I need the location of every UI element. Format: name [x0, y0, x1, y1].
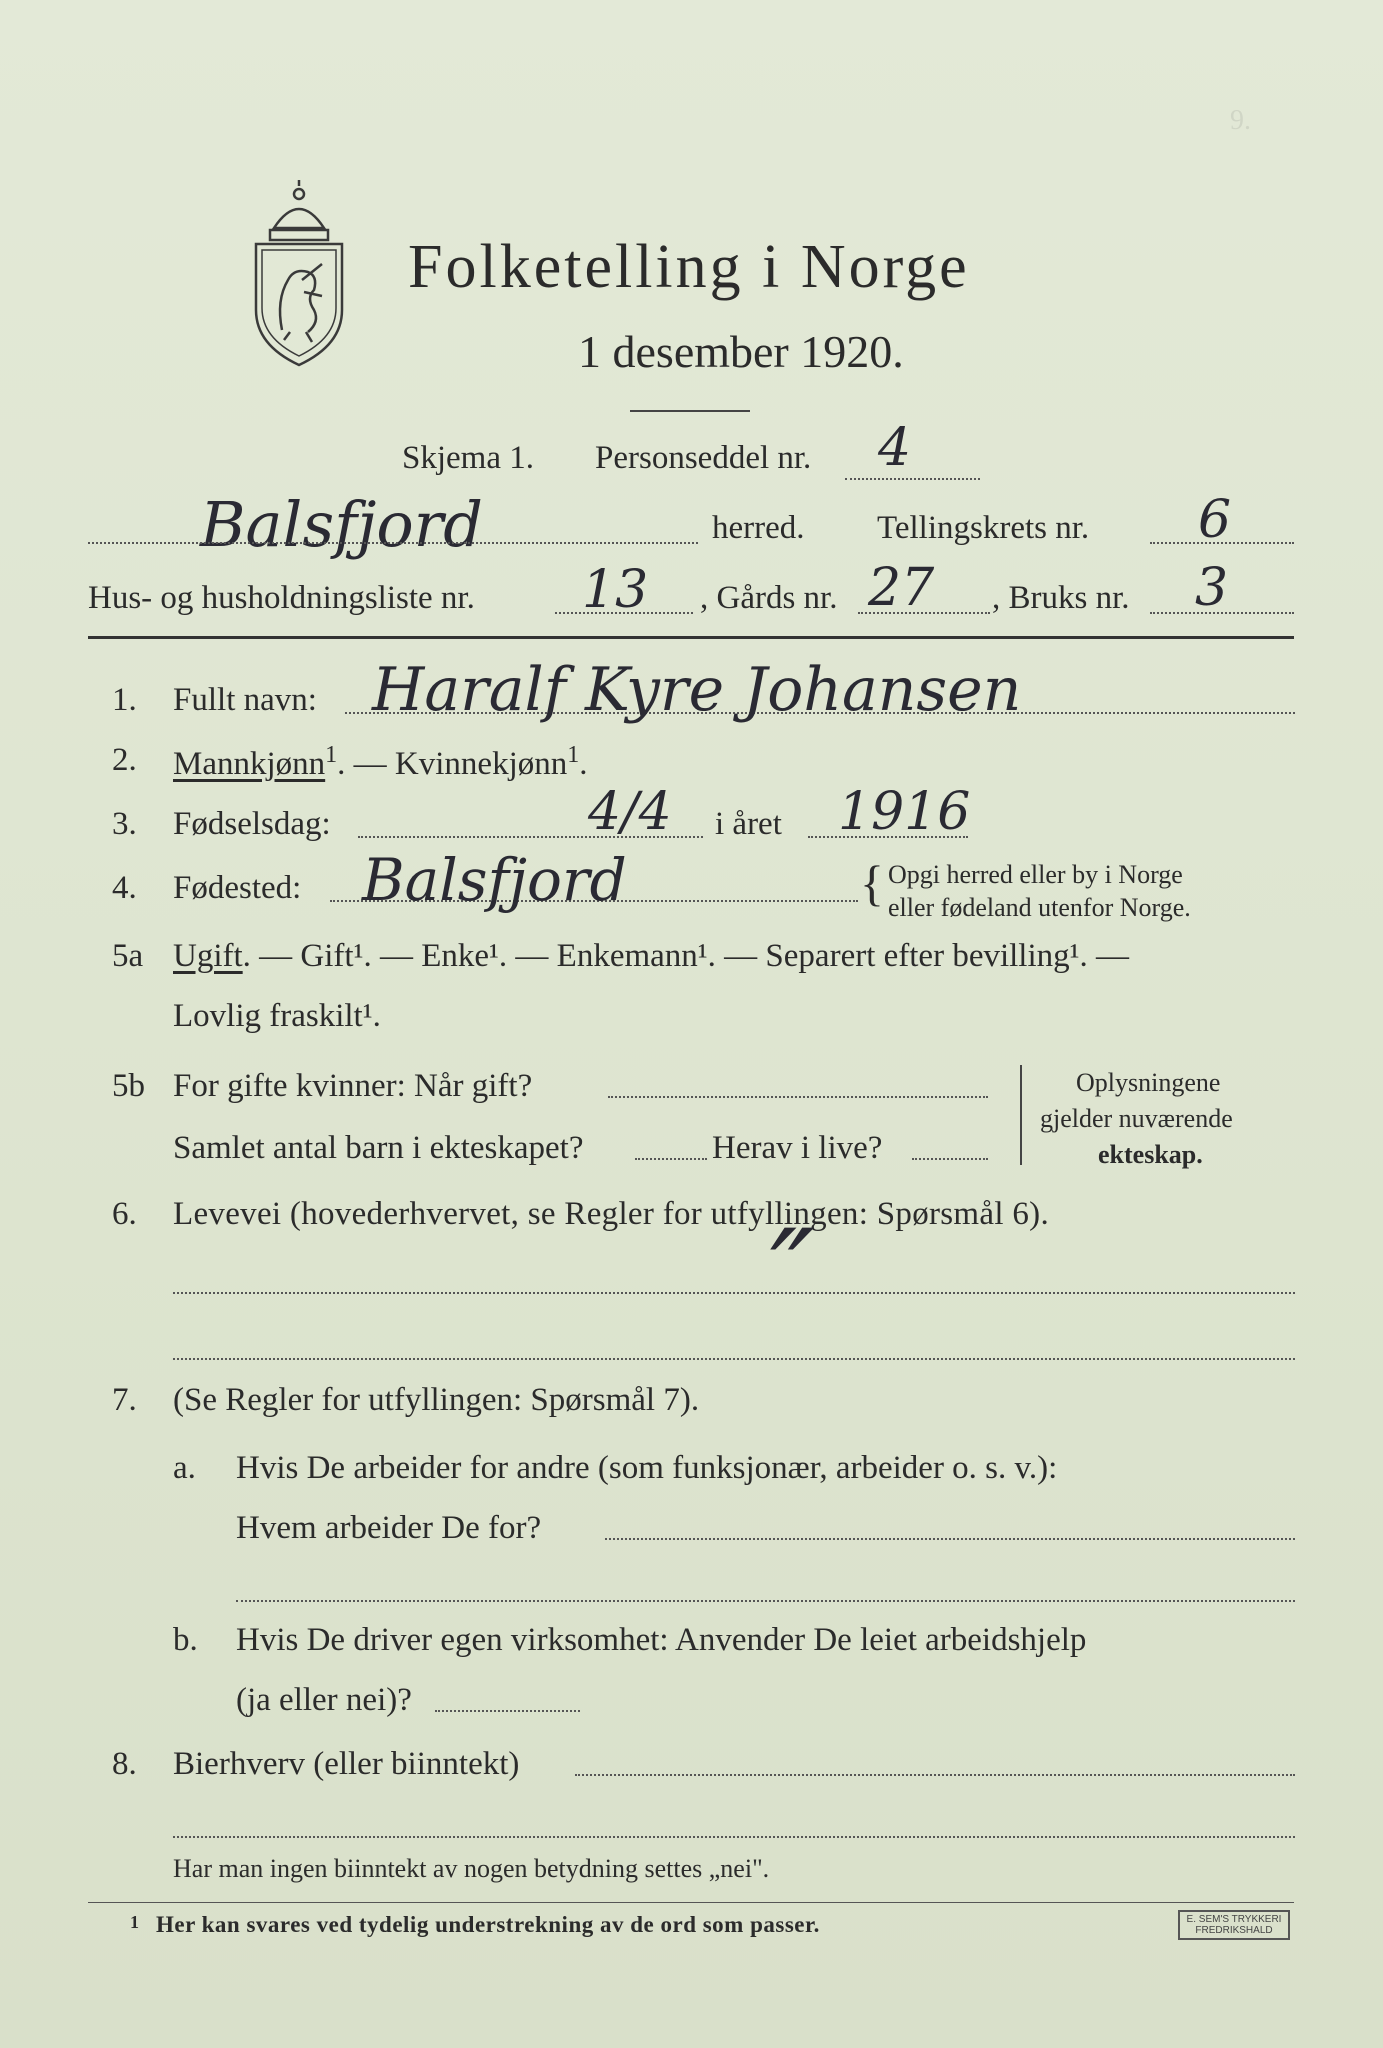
schema-label: Skjema 1. [402, 440, 534, 476]
q7a-line-1 [605, 1538, 1295, 1540]
q5b-note-1: Oplysningene [1076, 1068, 1221, 1097]
q7a-line-2 [236, 1600, 1295, 1602]
q7b-line [435, 1710, 580, 1712]
q5b-label-2: Samlet antal barn i ekteskapet? [173, 1130, 584, 1166]
footnote-number: 1 [130, 1912, 140, 1932]
q7b-label: Hvis De driver egen virksomhet: Anvender De leiet arbeidshjelp [236, 1622, 1087, 1658]
herred-label: herred. [712, 510, 805, 546]
marital-divorced-option[interactable]: Lovlig fraskilt¹. [173, 998, 381, 1034]
footnote-rule [88, 1902, 1294, 1903]
q5a-number: 5a [112, 938, 144, 974]
header-divider [88, 636, 1294, 639]
personseddel-line [845, 478, 980, 480]
q3-number: 3. [112, 806, 137, 842]
q5b-note-2: gjelder nuværende [1040, 1104, 1233, 1133]
q7a-label: Hvis De arbeider for andre (som funksjonær, arbeider o. s. v.): [236, 1450, 1058, 1486]
herred-value[interactable]: Balsfjord [200, 488, 483, 561]
q8-line-1 [575, 1774, 1295, 1776]
q1-label: Fullt navn: [173, 682, 317, 718]
q5b-number: 5b [112, 1068, 145, 1104]
q5b-label-3: Herav i live? [712, 1130, 883, 1166]
footnote-text: Her kan svares ved tydelig understrekning av de ord som passer. [156, 1912, 820, 1937]
hus-label: Hus- og husholdningsliste nr. [88, 580, 475, 616]
census-date: 1 desember 1920. [578, 326, 904, 377]
printer-stamp: E. SEM'S TRYKKERI FREDRIKSHALD [1178, 1910, 1290, 1940]
q7b-number: b. [173, 1622, 198, 1658]
q3-label: Fødselsdag: [173, 806, 331, 842]
q4-number: 4. [112, 870, 137, 906]
tellingskrets-value[interactable]: 6 [1198, 490, 1232, 550]
q5b-note-3: ekteskap. [1098, 1140, 1203, 1169]
q3-year-label: i året [715, 806, 782, 842]
q7-number: 7. [112, 1382, 137, 1418]
q8-label: Bierhverv (eller biinntekt) [173, 1746, 520, 1782]
q4-note-2: eller fødeland utenfor Norge. [888, 893, 1191, 922]
q2-number: 2. [112, 742, 137, 778]
q6-label: Levevei (hovederhvervet, se Regler for utfyllingen: Spørsmål 6). [173, 1196, 1050, 1232]
full-name-value[interactable]: Haralf Kyre Johansen [372, 655, 1022, 725]
q5b-alive-line [912, 1158, 988, 1160]
gards-label: , Gårds nr. [700, 580, 838, 616]
norwegian-coat-of-arms-icon [244, 180, 354, 370]
tellingskrets-label: Tellingskrets nr. [877, 510, 1090, 546]
bleed-through: 9. [1230, 105, 1251, 136]
hus-value[interactable]: 13 [582, 560, 649, 620]
q4-label: Fødested: [173, 870, 302, 906]
q5b-married-line [608, 1096, 988, 1098]
gards-value[interactable]: 27 [868, 558, 935, 618]
q4-brace: { [860, 855, 884, 911]
gender-options: Mannkjønn$^1$. — Kvinnekjønn$^1$. [173, 742, 588, 782]
q6-line-1 [173, 1292, 1295, 1294]
q7-label: (Se Regler for utfyllingen: Spørsmål 7). [173, 1382, 700, 1418]
form-title: Folketelling i Norge [408, 233, 970, 301]
herred-line [88, 542, 698, 544]
q4-note-1: Opgi herred eller by i Norge [888, 860, 1183, 889]
nei-note: Har man ingen biinntekt av nogen betydning settes „nei". [173, 1854, 770, 1883]
marital-unmarried-option[interactable]: Ugift [173, 938, 243, 974]
q5b-children-line [635, 1158, 707, 1160]
title-rule [630, 410, 750, 412]
q8-number: 8. [112, 1746, 137, 1782]
personseddel-label: Personseddel nr. [595, 440, 812, 476]
q5b-label-1: For gifte kvinner: Når gift? [173, 1068, 533, 1104]
birth-year-value[interactable]: 1916 [838, 782, 971, 842]
personseddel-value[interactable]: 4 [878, 418, 912, 478]
occupation-value[interactable]: ″ [770, 1205, 815, 1344]
q7a-number: a. [173, 1450, 196, 1486]
q1-number: 1. [112, 682, 137, 718]
birthday-value[interactable]: 4/4 [588, 782, 672, 842]
q7b-label-2: (ja eller nei)? [236, 1682, 412, 1718]
marital-options: Ugift. — Gift¹. — Enke¹. — Enkemann¹. — Separert efter bevilling¹. — [173, 938, 1130, 974]
gender-male-option[interactable]: Mannkjønn [173, 746, 326, 782]
q7a-label-2: Hvem arbeider De for? [236, 1510, 542, 1546]
q8-line-2 [173, 1836, 1295, 1838]
q5b-brace [1020, 1065, 1022, 1165]
gender-female-option[interactable]: Kvinnekjønn [394, 746, 568, 782]
q6-number: 6. [112, 1196, 137, 1232]
birthplace-value[interactable]: Balsfjord [362, 846, 627, 914]
bruks-label: , Bruks nr. [992, 580, 1130, 616]
q6-line-2 [173, 1358, 1295, 1360]
bruks-value[interactable]: 3 [1195, 558, 1229, 618]
